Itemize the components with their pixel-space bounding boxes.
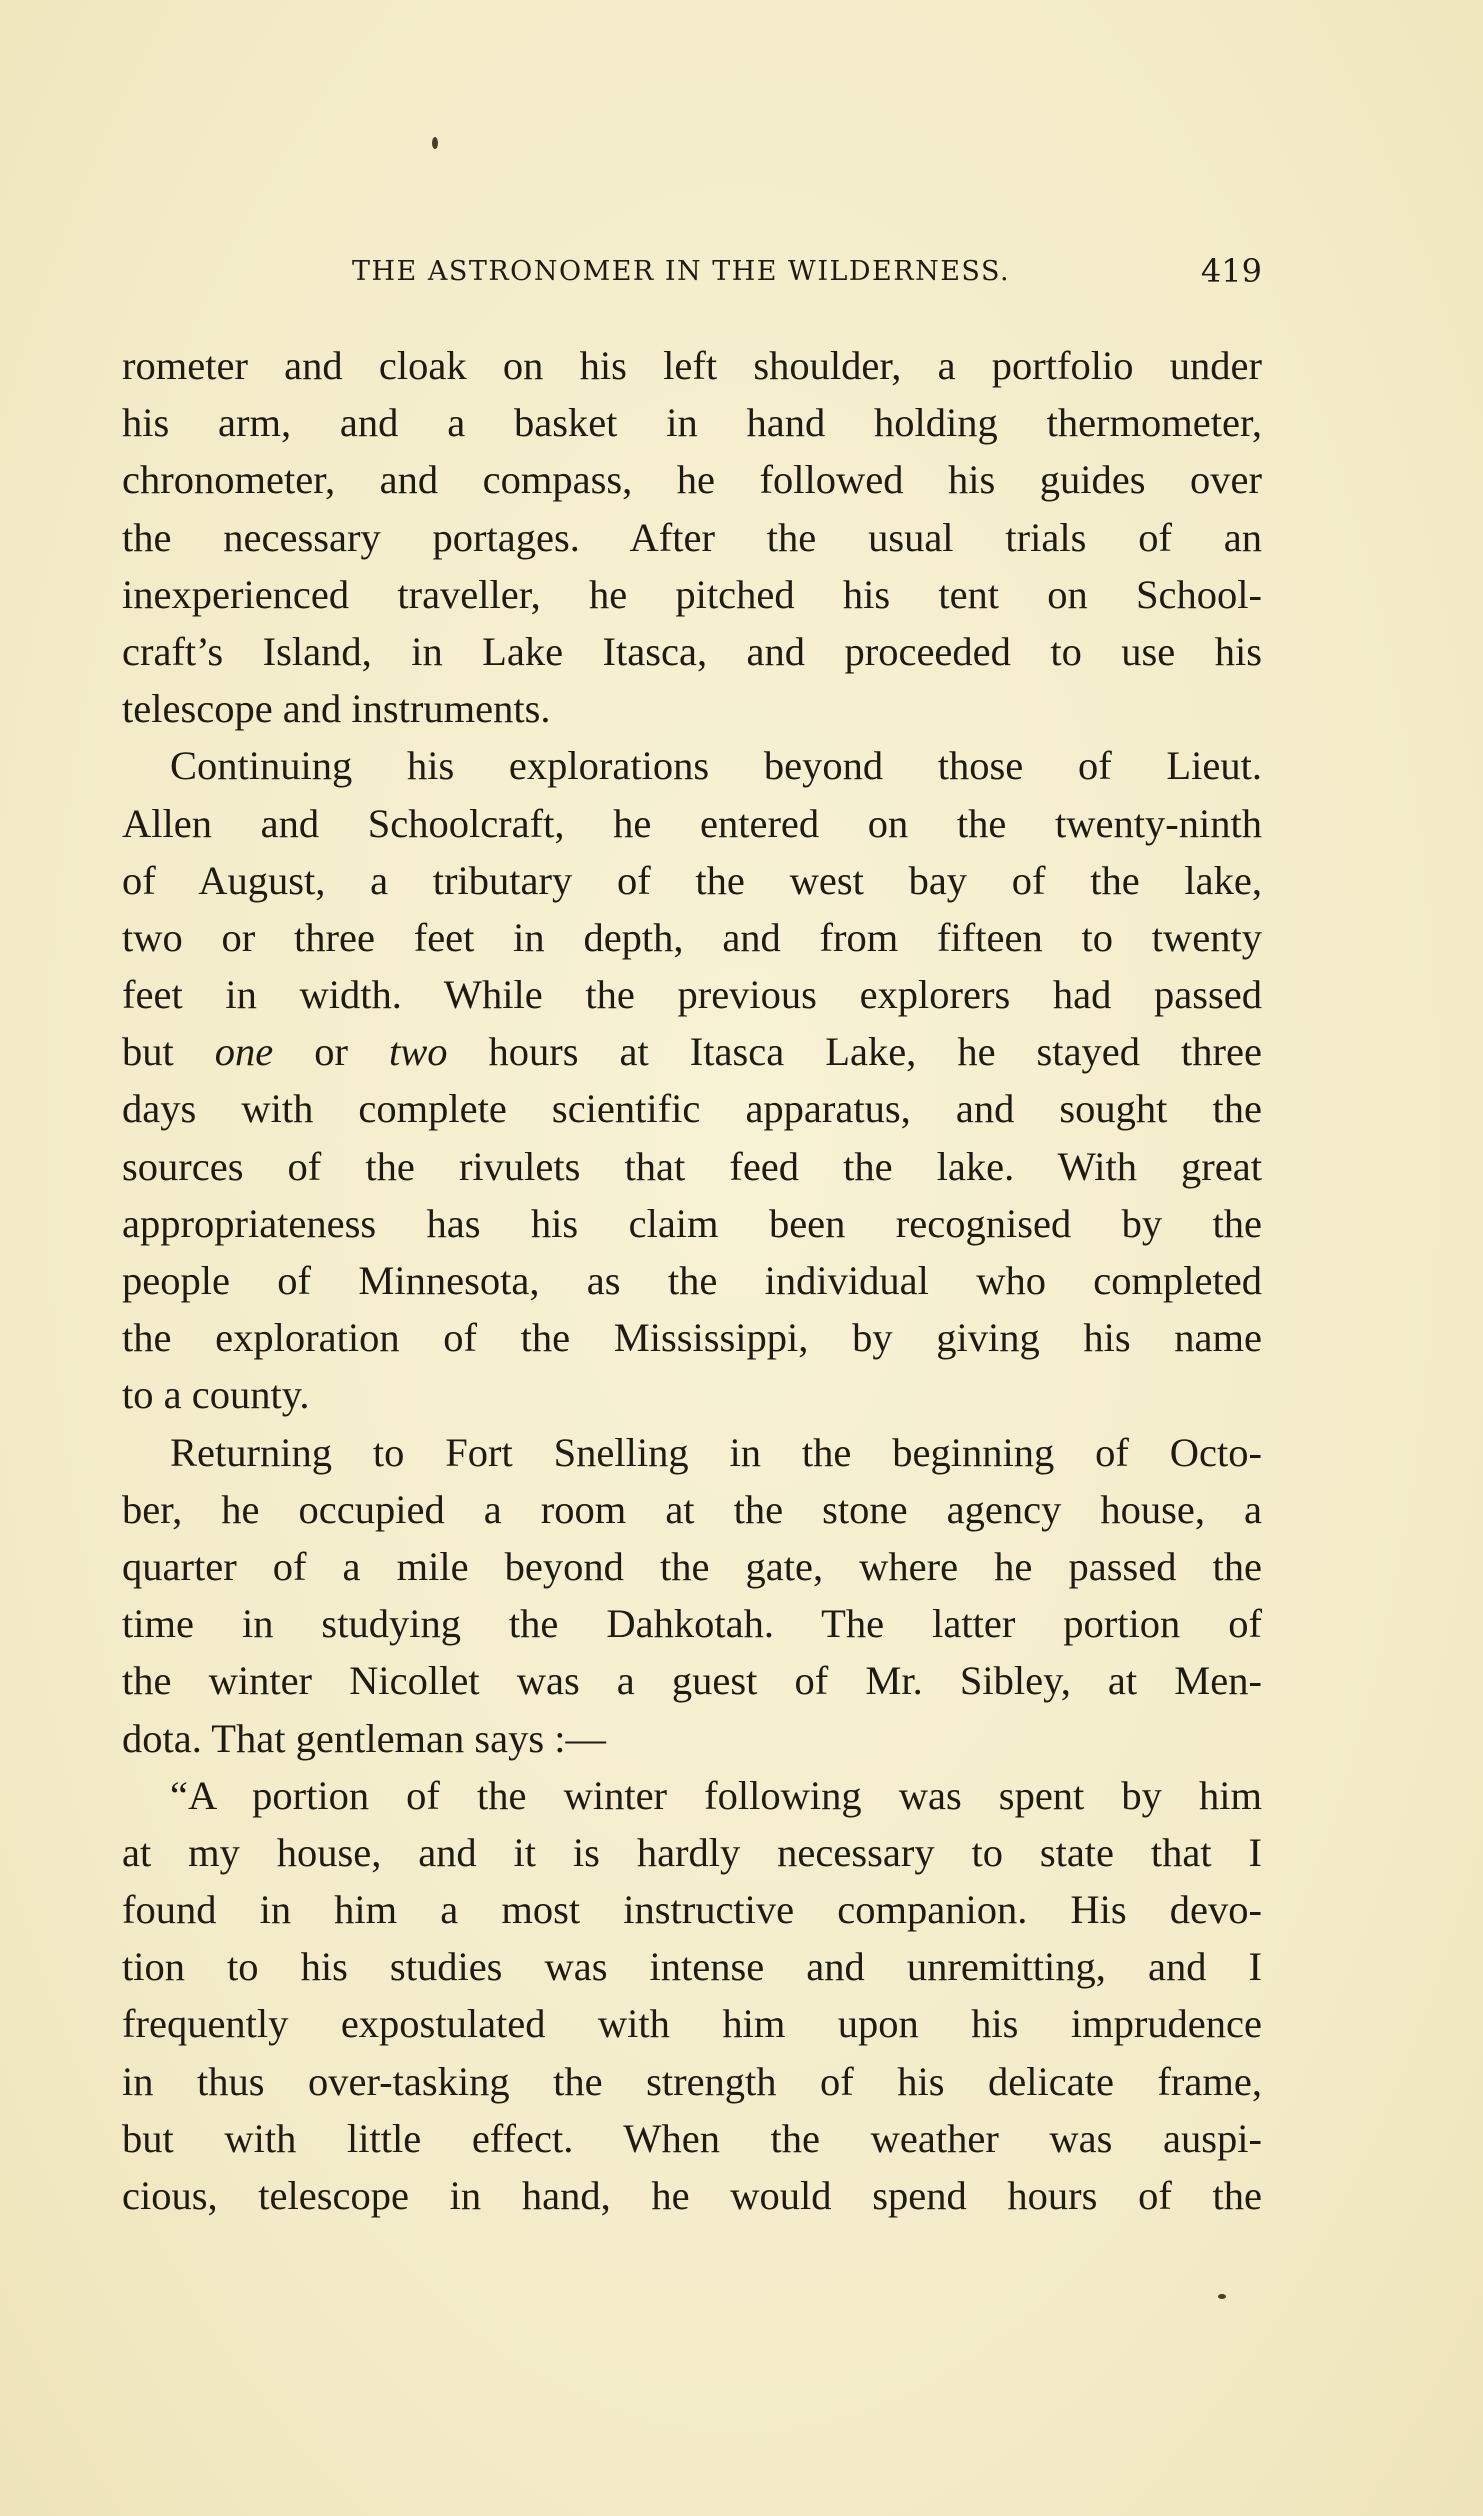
text-segment: hours at Itasca Lake, he stayed three — [447, 1029, 1262, 1075]
text-segment: of August, a tributary of the west bay of the lake, — [122, 857, 1262, 903]
text-segment: two or three feet in depth, and from fifteen to twenty — [122, 914, 1262, 960]
text-line — [122, 1881, 1262, 1938]
text-line — [122, 1481, 1262, 1538]
text-segment: at my house, and it is hardly necessary to state that I — [122, 1829, 1262, 1875]
body-text — [122, 337, 1262, 2224]
text-line — [122, 1424, 1262, 1481]
text-segment: the exploration of the Mississippi, by giving his name — [122, 1315, 1262, 1361]
text-segment: people of Minnesota, as the individual who completed — [122, 1258, 1262, 1303]
text-segment: his arm, and a basket in hand holding thermometer, — [122, 400, 1262, 446]
italic-text: one — [214, 1029, 274, 1075]
text-line — [122, 1309, 1262, 1366]
text-segment: ber, he occupied a room at the stone agency house, a — [122, 1486, 1262, 1532]
text-segment: but — [122, 1029, 215, 1075]
page-header — [122, 248, 1262, 298]
text-line — [122, 1195, 1262, 1252]
italic-text: two — [389, 1029, 448, 1075]
text-line — [122, 1538, 1262, 1595]
text-segment: in thus over-tasking the strength of his delicate frame, — [122, 2058, 1262, 2104]
text-line — [122, 795, 1262, 852]
text-segment: appropriateness has his claim been recognised by the — [122, 1200, 1262, 1246]
text-line — [122, 909, 1262, 966]
text-line — [122, 623, 1262, 680]
text-segment: quarter of a mile beyond the gate, where he passed the — [122, 1543, 1262, 1589]
text-segment: days with complete scientific apparatus, and sought the — [122, 1086, 1262, 1132]
text-line — [122, 966, 1262, 1023]
text-line — [122, 1767, 1262, 1824]
text-segment: Returning to Fort Snelling in the beginning of Octo- — [170, 1429, 1262, 1475]
text-segment: Continuing his explorations beyond those of Lieut. — [170, 743, 1262, 789]
text-segment: the necessary portages. After the usual trials of an — [122, 514, 1262, 560]
text-line — [122, 852, 1262, 909]
text-segment: craft’s Island, in Lake Itasca, and proceeded to use his — [122, 628, 1262, 674]
text-line — [122, 394, 1262, 451]
text-segment: telescope and instruments. — [122, 686, 551, 732]
text-segment: time in studying the Dahkotah. The latter portion of — [122, 1601, 1262, 1647]
text-segment: Allen and Schoolcraft, he entered on the twenty-ninth — [122, 800, 1262, 846]
text-line — [122, 1252, 1262, 1309]
ink-speck — [432, 137, 438, 149]
text-segment: the winter Nicollet was a guest of Mr. Sibley, at Men- — [122, 1658, 1262, 1704]
text-segment: inexperienced traveller, he pitched his tent on School- — [122, 571, 1262, 617]
text-segment: feet in width. While the previous explorers had passed — [122, 972, 1262, 1018]
text-line — [122, 509, 1262, 566]
text-line — [122, 680, 1262, 737]
text-line — [122, 566, 1262, 623]
text-segment: frequently expostulated with him upon his imprudence — [122, 2001, 1262, 2047]
text-line — [122, 2167, 1262, 2224]
text-line — [122, 451, 1262, 508]
text-line — [122, 1710, 1262, 1767]
text-line — [122, 337, 1262, 394]
text-line — [122, 1080, 1262, 1137]
text-segment: dota. That gentleman says :— — [122, 1715, 607, 1761]
ink-speck — [1218, 2294, 1226, 2299]
text-line — [122, 2053, 1262, 2110]
text-segment: but with little effect. When the weather was auspi- — [122, 2115, 1262, 2161]
text-line — [122, 1995, 1262, 2052]
text-segment: sources of the rivulets that feed the lake. With great — [122, 1143, 1262, 1189]
text-segment: cious, telescope in hand, he would spend hours of the — [122, 2173, 1262, 2218]
text-segment: “A portion of the winter following was spent by him — [170, 1772, 1262, 1818]
running-head: THE ASTRONOMER IN THE WILDERNESS. — [352, 256, 1011, 287]
text-line — [122, 1595, 1262, 1652]
text-segment: rometer and cloak on his left shoulder, a portfolio under — [122, 343, 1262, 388]
text-line — [122, 1366, 1262, 1423]
text-line — [122, 2110, 1262, 2167]
text-line — [122, 1652, 1262, 1709]
page-number: 419 — [1200, 252, 1262, 290]
text-segment: chronometer, and compass, he followed his guides over — [122, 457, 1262, 503]
text-segment: found in him a most instructive companion. His devo- — [122, 1887, 1262, 1933]
text-line — [122, 1824, 1262, 1881]
text-line — [122, 1938, 1262, 1995]
text-segment: to a county. — [122, 1372, 310, 1418]
text-segment: tion to his studies was intense and unremitting, and I — [122, 1944, 1262, 1990]
text-line — [122, 1023, 1262, 1080]
text-line — [122, 1138, 1262, 1195]
text-segment: or — [273, 1029, 390, 1075]
text-line — [122, 737, 1262, 794]
